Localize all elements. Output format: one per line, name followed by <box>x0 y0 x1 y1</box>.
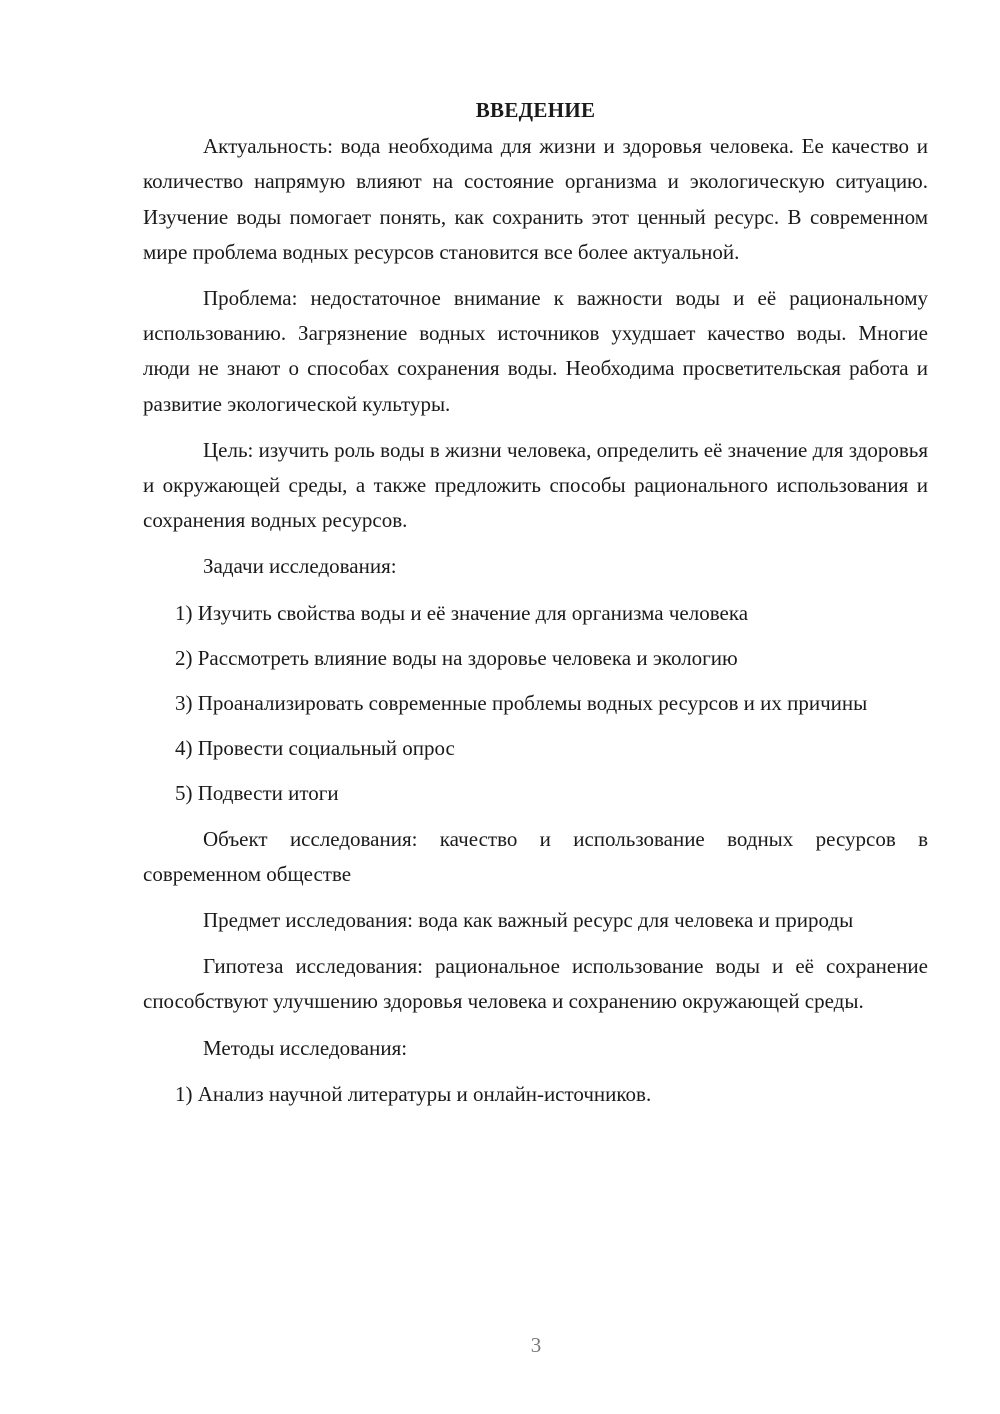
list-item: 2) Рассмотреть влияние воды на здоровье человека и экологию <box>175 645 738 670</box>
paragraph-relevance: Актуальность: вода необходима для жизни и здоровья человека. Ее качество и количество напрямую влияют на состояние организма и экологическую ситуацию. Изучение воды помогает понять, как сохранить этот ценный ресурс. В современном мире проблема водных ресурсов становится все более актуальной. <box>143 134 928 264</box>
list-item: 4) Провести социальный опрос <box>175 736 455 761</box>
page-number: 3 <box>530 1333 542 1357</box>
tasks-heading: Задачи исследования: <box>203 554 397 579</box>
methods-heading: Методы исследования: <box>203 1035 408 1060</box>
list-item: 5) Подвести итоги <box>175 781 339 806</box>
tasks-list <box>143 596 928 812</box>
paragraph-object: Объект исследования: качество и использование водных ресурсов в современном обществе <box>143 826 928 886</box>
paragraph-subject: Предмет исследования: вода как важный ресурс для человека и природы <box>203 908 854 933</box>
list-item: 1) Анализ научной литературы и онлайн-источников. <box>175 1081 652 1106</box>
document-page <box>143 93 928 1122</box>
list-item: 3) Проанализировать современные проблемы водных ресурсов и их причины <box>175 691 868 716</box>
methods-list <box>143 1077 928 1112</box>
list-item: 1) Изучить свойства воды и её значение для организма человека <box>175 600 749 625</box>
page-title: ВВЕДЕНИЕ <box>475 98 596 122</box>
paragraph-goal: Цель: изучить роль воды в жизни человека, определить её значение для здоровья и окружающей среды, а также предложить способы рационального использования и сохранения водных ресурсов. <box>143 437 928 533</box>
paragraph-hypothesis: Гипотеза исследования: рациональное использование воды и её сохранение способствуют улучшению здоровья человека и сохранению окружающей среды. <box>143 954 928 1014</box>
paragraph-problem: Проблема: недостаточное внимание к важности воды и её рациональному использованию. Загрязнение водных источников ухудшает качество воды. Многие люди не знают о способах сохранения воды. Необходима просветительская работа и развитие экологической культуры. <box>143 286 928 416</box>
